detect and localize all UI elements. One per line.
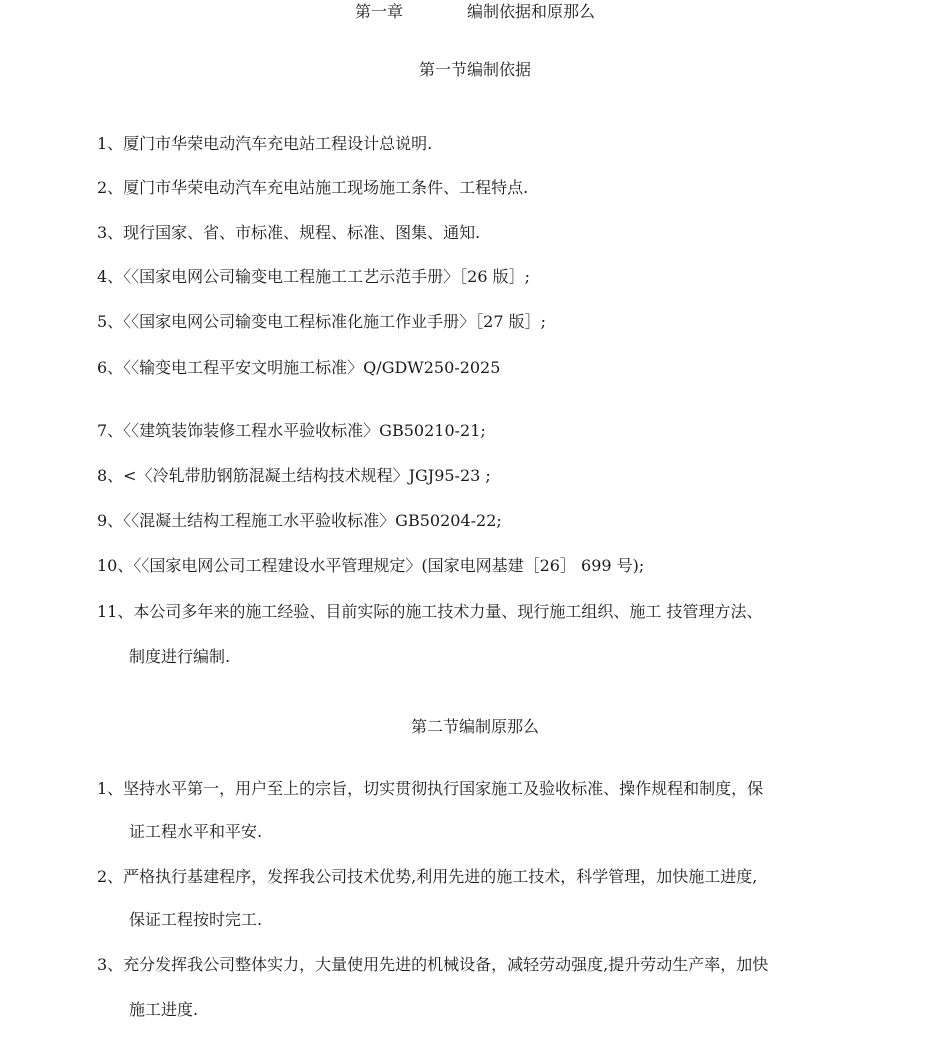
- basis-item-11-continuation: 制度进行编制.: [129, 647, 231, 666]
- basis-item-3: 3、现行国家、省、市标准、规程、标准、图集、通知.: [97, 223, 481, 242]
- basis-item-10: 10、〈〈国家电网公司工程建设水平管理规定〉(国家电网基建［26］ 699 号);: [97, 556, 645, 575]
- principle-item-1-continuation: 证工程水平和平安.: [129, 822, 263, 841]
- chapter-title: 编制依据和原那么: [467, 2, 596, 21]
- chapter-heading: [0, 1, 950, 23]
- basis-item-8: 8、<〈冷轧带肋钢筋混凝土结构技术规程〉JGJ95-23 ;: [97, 466, 491, 485]
- basis-item-5: 5、〈〈国家电网公司输变电工程标准化施工作业手册〉［27 版］;: [97, 312, 547, 331]
- basis-item-7: 7、〈〈建筑装饰装修工程水平验收标准〉GB50210-21;: [97, 421, 486, 440]
- section-1-title: 第一节编制依据: [418, 60, 531, 79]
- basis-item-2: 2、厦门市华荣电动汽车充电站施工现场施工条件、工程特点.: [97, 178, 529, 197]
- principle-item-2-continuation: 保证工程按时完工.: [129, 910, 263, 929]
- basis-item-9: 9、〈〈混凝土结构工程施工水平验收标准〉GB50204-22;: [97, 511, 502, 530]
- basis-item-11: 11、本公司多年来的施工经验、目前实际的施工技术力量、现行施工组织、施工 技管理方法、: [97, 602, 763, 621]
- basis-item-6: 6、〈〈输变电工程平安文明施工标准〉Q/GDW250-2025: [97, 358, 501, 377]
- basis-item-1: 1、厦门市华荣电动汽车充电站工程设计总说明.: [97, 134, 433, 153]
- basis-item-4: 4、〈〈国家电网公司输变电工程施工工艺示范手册〉［26 版］;: [97, 267, 531, 286]
- principle-item-3-continuation: 施工进度.: [129, 1000, 199, 1019]
- chapter-number: 第一章: [354, 2, 403, 21]
- principle-item-3: 3、充分发挥我公司整体实力，大量使用先进的机械设备，减轻劳动强度,提升劳动生产率，加快: [97, 955, 769, 974]
- principle-item-2: 2、严格执行基建程序，发挥我公司技术优势,利用先进的施工技术，科学管理，加快施工进度,: [97, 867, 758, 886]
- section-2-title: 第二节编制原那么: [410, 717, 539, 736]
- principle-item-1: 1、坚持水平第一，用户至上的宗旨，切实贯彻执行国家施工及验收标准、操作规程和制度，保: [97, 779, 764, 798]
